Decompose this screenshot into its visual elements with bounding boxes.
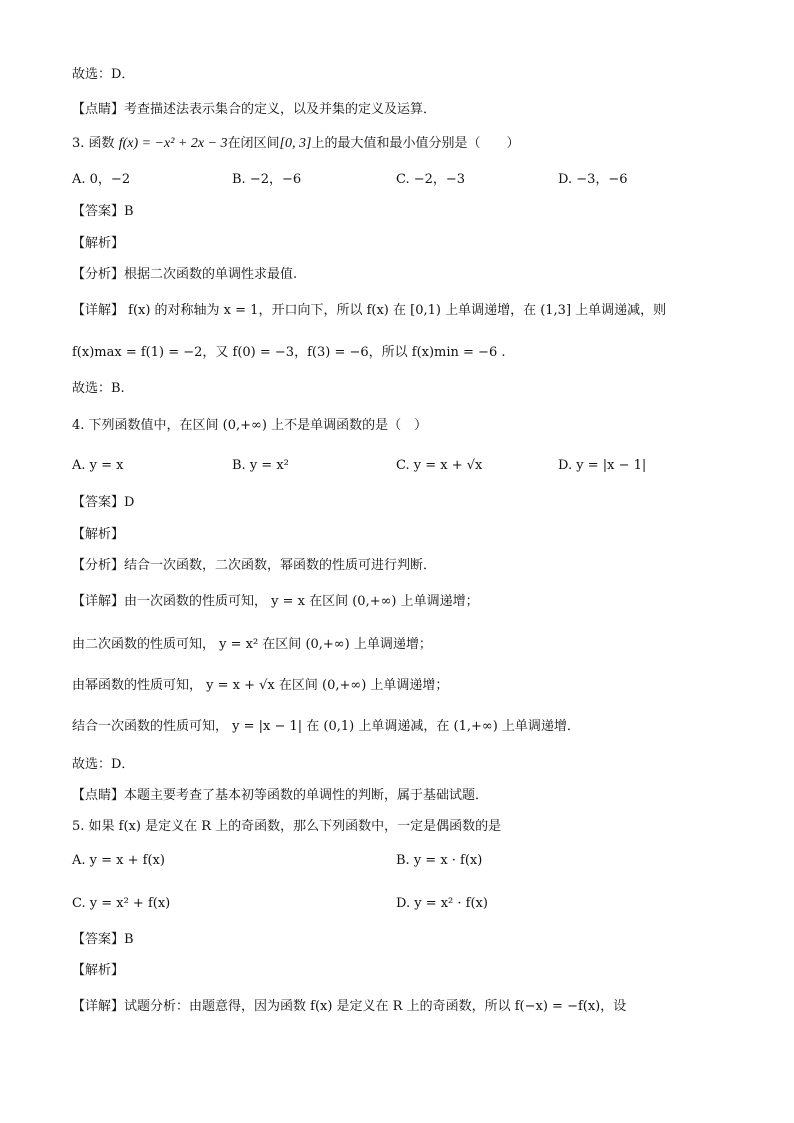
q4-jiexi: 【解析】 <box>72 527 125 542</box>
q5-option-b: B. y = x · f(x) <box>396 853 483 868</box>
q4-fenxi: 【分析】结合一次函数，二次函数，幂函数的性质可进行判断． <box>72 558 437 573</box>
q3-option-a: A. 0，−2 <box>72 172 131 187</box>
q5-option-d: D. y = x² · f(x) <box>396 896 488 911</box>
question-5-stem: 5. 如果 f(x) 是定义在 R 上的奇函数，那么下列函数中，一定是偶函数的是 <box>72 819 502 834</box>
q3-detail-1: 【详解】 f(x) 的对称轴为 x = 1，开口向下，所以 f(x) 在 [0,1) 上单调递增，在 (1,3] 上单调递减，则 <box>72 303 667 318</box>
q3-option-d: D. −3，−6 <box>558 172 628 187</box>
q3-fenxi: 【分析】根据二次函数的单调性求最值. <box>72 267 298 282</box>
q4-detail-1: 【详解】由一次函数的性质可知， y = x 在区间 (0,+∞) 上单调递增； <box>72 594 479 609</box>
q3-option-c: C. −2，−3 <box>396 172 466 187</box>
question-3-stem <box>72 135 519 153</box>
q3-function: f(x) = −x² + 2x − 3 <box>118 136 228 151</box>
q4-detail-4: 结合一次函数的性质可知， y = |x − 1| 在 (0,1) 上单调递减，在 (1,+∞) 上单调递增． <box>72 719 580 734</box>
q3-conclusion: 故选：B. <box>72 381 125 396</box>
q4-detail-3: 由幂函数的性质可知， y = x + √x 在区间 (0,+∞) 上单调递增； <box>72 678 449 693</box>
answer-line: 故选：D． <box>72 67 135 82</box>
q3-mid: 在闭区间 <box>227 136 280 151</box>
q3-jiexi: 【解析】 <box>72 236 125 251</box>
q4-detail-2: 由二次函数的性质可知， y = x² 在区间 (0,+∞) 上单调递增； <box>72 637 432 652</box>
q3-interval: [0, 3] <box>279 136 312 151</box>
q3-pre: 3. 函数 <box>72 136 115 151</box>
q4-option-d: D. y = |x − 1| <box>558 458 647 473</box>
q4-answer: 【答案】D <box>72 495 135 510</box>
q4-option-a: A. y = x <box>72 458 124 473</box>
q3-answer: 【答案】B <box>72 204 134 219</box>
q3-option-b: B. −2，−6 <box>232 172 302 187</box>
q5-jiexi: 【解析】 <box>72 963 125 978</box>
q5-answer: 【答案】B <box>72 932 134 947</box>
q4-conclusion: 故选：D． <box>72 757 135 772</box>
q4-comment: 【点睛】本题主要考查了基本初等函数的单调性的判断，属于基础试题． <box>72 788 489 803</box>
q3-post: 上的最大值和最小值分别是（ ） <box>311 136 520 151</box>
comment-line: 【点睛】考查描述法表示集合的定义，以及并集的定义及运算． <box>72 102 437 117</box>
q5-detail: 【详解】试题分析：由题意得，因为函数 f(x) 是定义在 R 上的奇函数，所以 f(−x) = −f(x)，设 <box>72 999 627 1014</box>
q5-option-c: C. y = x² + f(x) <box>72 896 171 911</box>
q3-detail-2: f(x)max = f(1) = −2，又 f(0) = −3，f(3) = −6，所以 f(x)min = −6 . <box>72 345 506 360</box>
q5-option-a: A. y = x + f(x) <box>72 853 165 868</box>
q4-option-b: B. y = x² <box>232 458 289 473</box>
q4-option-c: C. y = x + √x <box>396 458 483 473</box>
question-4-stem: 4. 下列函数值中，在区间 (0,+∞) 上不是单调函数的是（ ） <box>72 418 428 433</box>
